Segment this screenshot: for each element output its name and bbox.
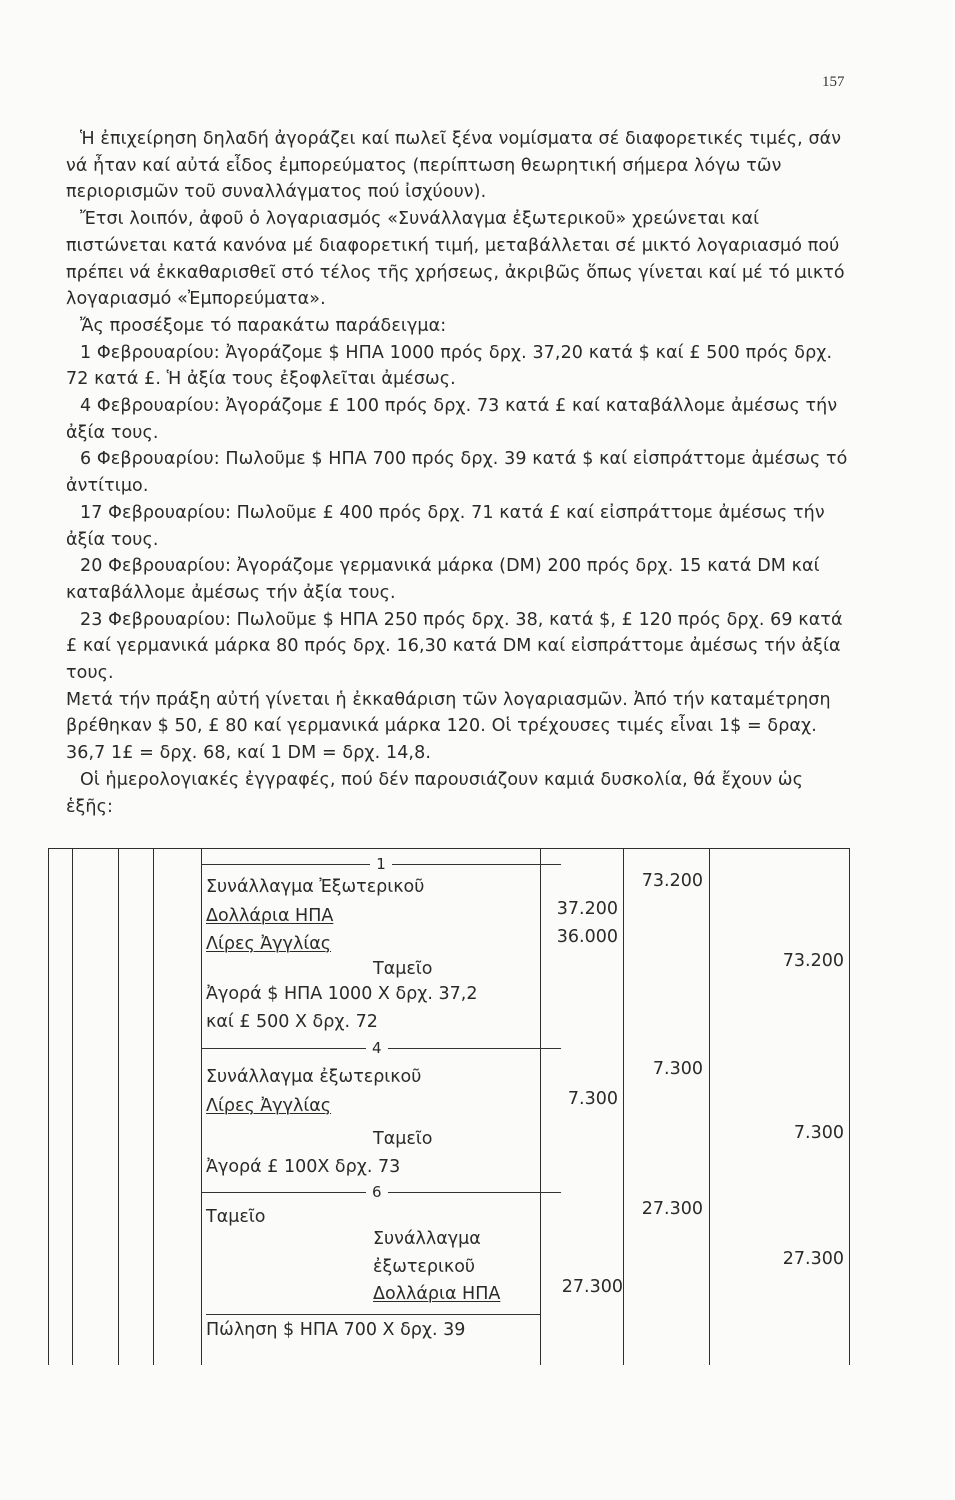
sub-amount: 7.300 [567, 1089, 618, 1109]
entry-description: Πώληση $ ΗΠΑ 700 Χ δρχ. 39 [206, 1314, 540, 1341]
entry-description: Ἀγορά £ 100Χ δρχ. 73 [206, 1157, 401, 1177]
transaction-feb-4: 4 Φεβρουαρίου: Ἀγοράζομε £ 100 πρός δρχ. 73 κατά £ καί καταβάλλομε ἀμέσως τήν ἀξία τους. [66, 396, 838, 443]
credit-account: Συνάλλαγμα [373, 1229, 481, 1249]
credit-account: Ταμεῖο [373, 959, 433, 979]
entry-description: καί £ 500 Χ δρχ. 72 [206, 1012, 378, 1032]
sub-account: Λίρες Ἀγγλίας [206, 1096, 332, 1116]
paragraph: Ἡ ἐπιχείρηση δηλαδή ἀγοράζει καί πωλεῖ ξένα νομίσματα σέ διαφορετικές τιμές, σάν νά ἦταν καί αὐτά εἶδος ἐμπορεύματος (περίπτωση θεωρητική σήμερα λόγω τῶν περιορισμῶν τοῦ συναλλάγματος πού ἰσχύουν). [66, 129, 842, 203]
debit-total: 7.300 [652, 1059, 703, 1079]
credit-total: 7.300 [793, 1123, 844, 1143]
paragraph: Ἔτσι λοιπόν, ἀφοῦ ὁ λογαριασμός «Συνάλλαγμα ἐξωτερικοῦ» χρεώνεται καί πιστώνεται κατά κανόνα μέ διαφορετική τιμή, μεταβάλλεται σέ μικτό λογαριασμό πού πρέπει νά ἐκκαθαρισθεῖ στό τέλος τῆς χρήσεως, ἀκριβῶς ὅπως γίνεται καί μέ τό μικτό λογαριασμό «Ἐμπορεύματα». [66, 209, 845, 310]
sub-account: Δολλάρια ΗΠΑ [206, 906, 334, 926]
paragraph: Μετά τήν πράξη αὐτή γίνεται ἡ ἐκκαθάριση τῶν λογαριασμῶν. Ἀπό τήν καταμέτρηση βρέθηκαν $ 50, £ 80 καί γερμανικά μάρκα 120. Οἱ τρέχουσες τιμές εἶναι 1$ = δραχ. 36,7 1£ = δρχ. 68, καί 1 DM = δρχ. 14,8. [66, 689, 831, 764]
sub-account: Δολλάρια ΗΠΑ [373, 1284, 501, 1304]
column-rule [153, 848, 154, 1365]
debit-total: 73.200 [641, 871, 703, 891]
transaction-feb-6: 6 Φεβρουαρίου: Πωλοῦμε $ ΗΠΑ 700 πρός δρχ. 39 κατά $ καί εἰσπράττομε ἀμέσως τό ἀντίτιμο. [66, 449, 848, 497]
entry-separator [201, 1182, 561, 1202]
table-top-rule [48, 848, 850, 849]
sub-account: Λίρες Ἀγγλίας [206, 934, 332, 954]
debit-account: Συνάλλαγμα ἐξωτερικοῦ [206, 1067, 422, 1087]
sub-amount: 36.000 [556, 927, 618, 947]
entry-number: 4 [372, 1039, 382, 1057]
transaction-feb-17: 17 Φεβρουαρίου: Πωλοῦμε £ 400 πρός δρχ. 71 κατά £ καί εἰσπράττομε ἀμέσως τήν ἀξία τους. [66, 502, 825, 550]
column-rule [48, 848, 49, 1365]
sub-amount: 27.300 [561, 1277, 623, 1297]
credit-total: 27.300 [782, 1249, 844, 1269]
paragraph: Ἄς προσέξομε τό παρακάτω παράδειγμα: [80, 315, 447, 336]
sub-amount: 37.200 [556, 899, 618, 919]
credit-total: 73.200 [782, 951, 844, 971]
column-rule [201, 848, 202, 1365]
entry-separator [201, 1038, 561, 1058]
entry-number: 6 [372, 1183, 382, 1201]
transaction-feb-1: 1 Φεβρουαρίου: Ἀγοράζομε $ ΗΠΑ 1000 πρός δρχ. 37,20 κατά $ καί £ 500 πρός δρχ. 72 κατά £. Ἡ ἀξία τους ἐξοφλεῖται ἀμέσως. [66, 342, 833, 390]
credit-account: Ταμεῖο [373, 1129, 433, 1149]
column-rule [623, 848, 624, 1365]
debit-total: 27.300 [641, 1199, 703, 1219]
transaction-feb-23: 23 Φεβρουαρίου: Πωλοῦμε $ ΗΠΑ 250 πρός δρχ. 38, κατά $, £ 120 πρός δρχ. 69 κατά £ καί γερμανικά μάρκα 80 πρός δρχ. 16,30 κατά DM καί εἰσπράττομε ἀμέσως τήν ἀξία τους. [66, 609, 843, 684]
column-rule [118, 848, 119, 1365]
transaction-feb-20: 20 Φεβρουαρίου: Ἀγοράζομε γερμανικά μάρκα (DM) 200 πρός δρχ. 15 κατά DM καί καταβάλλομε ἀμέσως τήν ἀξία τους. [66, 556, 820, 603]
debit-account: Ταμεῖο [206, 1207, 266, 1227]
body-text [66, 126, 850, 820]
journal-table [48, 848, 850, 1365]
debit-account: Συνάλλαγμα Ἐξωτερικοῦ [206, 877, 425, 897]
column-rule [72, 848, 73, 1365]
entry-separator [201, 854, 561, 874]
paragraph: Οἱ ἡμερολογιακές ἐγγραφές, πού δέν παρουσιάζουν καμιά δυσκολία, θά ἔχουν ὡς ἑξῆς: [66, 769, 803, 817]
entry-description: Ἀγορά $ ΗΠΑ 1000 Χ δρχ. 37,2 [206, 984, 478, 1004]
column-rule [849, 848, 850, 1365]
page-number: 157 [822, 74, 845, 90]
entry-number: 1 [376, 855, 386, 873]
column-rule [709, 848, 710, 1365]
credit-account: ἐξωτερικοῦ [373, 1257, 476, 1277]
